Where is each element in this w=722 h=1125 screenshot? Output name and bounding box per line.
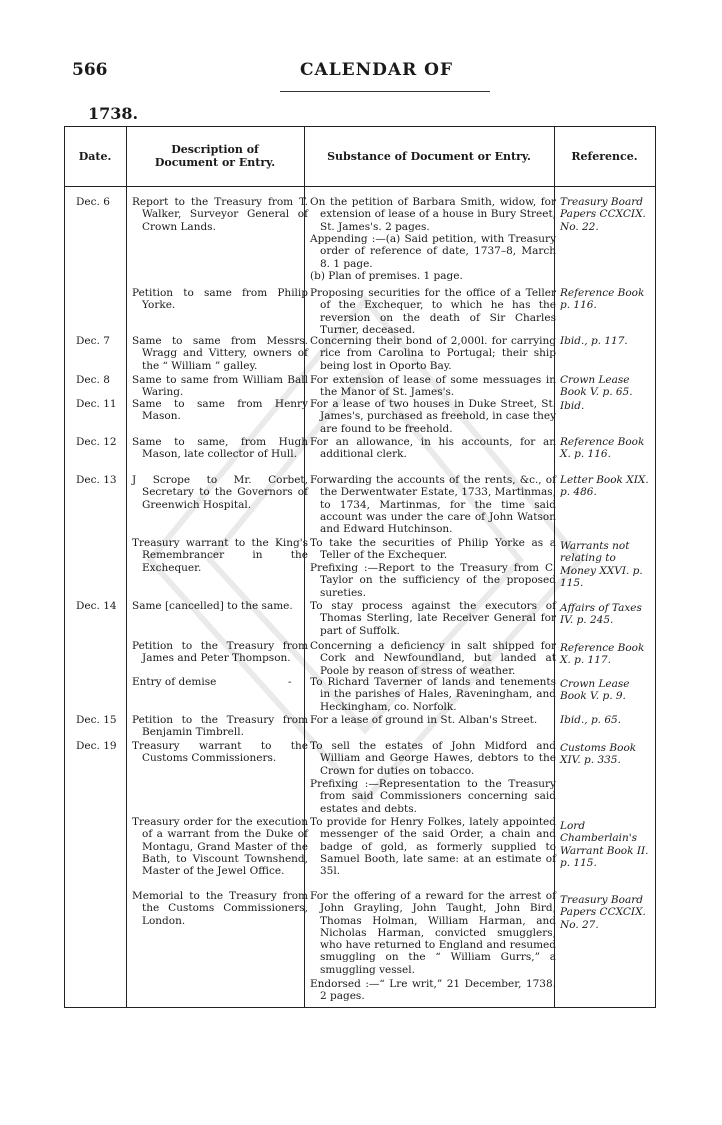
entry-date: Dec. 19: [76, 740, 117, 752]
entry-description: Entry of demise: [132, 676, 217, 688]
table-bottom-rule: [64, 1007, 656, 1008]
entry-description: Treasury warrant to the Customs Commissioners.: [132, 740, 308, 765]
column-rule: [126, 126, 127, 1008]
entry-description: Treasury warrant to the King's Remembrancer in the Exchequer.: [132, 537, 308, 574]
entry-substance: For an allowance, in his accounts, for an additional clerk.: [310, 436, 556, 461]
entry-date: Dec. 13: [76, 474, 117, 486]
entry-substance: Proposing securities for the office of a Teller of the Exchequer, to which he has the reversion on the death of Sir Charles Turner, deceased.: [310, 287, 556, 336]
entry-substance: Concerning their bond of 2,000l. for carrying rice from Carolina to Portugal; their ship being lost in Oporto Bay.: [310, 335, 556, 372]
entry-prefixing: Prefixing :—Representation to the Treasury from said Commissioners concerning said estates and debts.: [310, 778, 556, 815]
entry-reference: Reference Book p. 116.: [560, 287, 645, 312]
entry-description: Petition to same from Philip Yorke.: [132, 287, 308, 312]
entry-reference: Crown Lease Book V. p. 9.: [560, 678, 630, 703]
column-header-reference: Reference.: [571, 149, 638, 163]
entry-reference: Treasury Board Papers CCXCIX. No. 22.: [560, 196, 646, 233]
entry-description: Petition to the Treasury from Benjamin Timbrell.: [132, 714, 308, 739]
entry-date: Dec. 6: [76, 196, 110, 208]
entry-description: Same to same from Messrs. Wragg and Vittery, owners of the “ William ” galley.: [132, 335, 308, 372]
page-number: 566: [72, 60, 108, 80]
entry-appending: Appending :—(a) Said petition, with Treasury order of reference of date, 1737–8, March 8. 1 page.: [310, 233, 556, 270]
column-rule: [64, 126, 65, 1008]
entry-substance: To sell the estates of John Midford and William and George Hawes, debtors to the Crown for duties on tobacco.: [310, 740, 556, 777]
entry-description: Same to same from William Ball Waring.: [132, 374, 308, 399]
entry-description: Same [cancelled] to the same.: [132, 600, 293, 612]
column-header-description: [126, 126, 304, 186]
column-header-date: Date.: [78, 149, 112, 163]
entry-reference: Reference Book X. p. 117.: [560, 642, 645, 667]
entry-substance: On the petition of Barbara Smith, widow, for extension of lease of a house in Bury Street, St. James's. 2 pages.: [310, 196, 556, 233]
entry-description-dash: -: [288, 676, 292, 688]
entry-reference: Reference Book X. p. 116.: [560, 436, 645, 461]
column-header-description-text: Description of Document or Entry.: [154, 143, 276, 169]
entry-appending-b: (b) Plan of premises. 1 page.: [310, 270, 463, 282]
column-header-substance: Substance of Document or Entry.: [327, 149, 531, 163]
entry-date: Dec. 12: [76, 436, 117, 448]
entry-reference: Affairs of Taxes IV. p. 245.: [560, 602, 642, 627]
entry-description: Same to same from Henry Mason.: [132, 398, 308, 423]
entry-date: Dec. 11: [76, 398, 117, 410]
entry-substance: Forwarding the accounts of the rents, &c., of the Derwentwater Estate, 1733, Martinmas, to 1734, Martinmas, for the time said account was under the care of John Watson and Edward Hutchinson.: [310, 474, 556, 536]
year-heading: 1738.: [88, 104, 139, 123]
entry-substance: For a lease of ground in St. Alban's Street.: [310, 714, 538, 726]
entry-substance: To take the securities of Philip Yorke as a Teller of the Exchequer.: [310, 537, 556, 562]
entry-reference: Warrants not relating to Money XXVI. p. 115.: [560, 540, 643, 589]
entry-substance: For extension of lease of some messuages in the Manor of St. James's.: [310, 374, 556, 399]
entry-substance: To stay process against the executors of Thomas Sterling, late Receiver General for part of Suffolk.: [310, 600, 556, 637]
entry-date: Dec. 14: [76, 600, 117, 612]
entry-reference: Letter Book XIX. p. 486.: [560, 474, 649, 499]
entry-date: Dec. 7: [76, 335, 110, 347]
entry-substance: To Richard Taverner of lands and tenements in the parishes of Hales, Raveningham, and Heckingham, co. Norfolk.: [310, 676, 556, 713]
calendar-table: [64, 126, 656, 1008]
entry-description: Report to the Treasury from T. Walker, Surveyor General of Crown Lands.: [132, 196, 308, 233]
entry-description: Petition to the Treasury from James and Peter Thompson.: [132, 640, 308, 665]
title-rule: [280, 91, 490, 92]
entry-substance: For the offering of a reward for the arrest of John Grayling, John Taught, John Bird, Thomas Holman, William Harman, and Nicholas Harman, convicted smugglers, who have returned to England and resumed smuggling on the “ William Gurrs,” a smuggling vessel.: [310, 890, 556, 976]
entry-date: Dec. 8: [76, 374, 110, 386]
entry-substance: Concerning a deficiency in salt shipped for Cork and Newfoundland, but landed at Poole by reason of stress of weather.: [310, 640, 556, 677]
entry-reference: Treasury Board Papers CCXCIX. No. 27.: [560, 894, 646, 931]
entry-prefixing: Prefixing :—Report to the Treasury from C. Taylor on the sufficiency of the proposed sureties.: [310, 562, 556, 599]
entry-description: Same to same, from Hugh Mason, late collector of Hull.: [132, 436, 308, 461]
header-rule: [64, 186, 656, 187]
entry-reference: Lord Chamberlain's Warrant Book II. p. 115.: [560, 820, 649, 869]
entry-reference: Customs Book XIV. p. 335.: [560, 742, 637, 767]
entry-description: Treasury order for the execution of a warrant from the Duke of Montagu, Grand Master of the Bath, to Viscount Townshend, Master of the Jewel Office.: [132, 816, 308, 878]
entry-endorsed: Endorsed :—“ Lre writ,” 21 December, 1738. 2 pages.: [310, 978, 556, 1003]
entry-substance: For a lease of two houses in Duke Street, St. James's, purchased as freehold, in case they are found to be freehold.: [310, 398, 556, 435]
entry-reference: Crown Lease Book V. p. 65.: [560, 374, 633, 399]
entry-description: J Scrope to Mr. Corbet, Secretary to the Governors of Greenwich Hospital.: [132, 474, 308, 511]
entry-reference: Ibid., p. 117.: [560, 335, 628, 347]
running-title: CALENDAR OF: [300, 60, 454, 80]
entry-reference: Ibid., p. 65.: [560, 714, 622, 726]
entry-reference: Ibid.: [560, 400, 585, 412]
entry-description: Memorial to the Treasury from the Customs Commissioners, London.: [132, 890, 308, 927]
entry-substance: To provide for Henry Folkes, lately appointed messenger of the said Order, a chain and badge of gold, as formerly supplied to Samuel Booth, late same: at an estimate of 35l.: [310, 816, 556, 878]
column-rule: [655, 126, 656, 1008]
entry-date: Dec. 15: [76, 714, 117, 726]
